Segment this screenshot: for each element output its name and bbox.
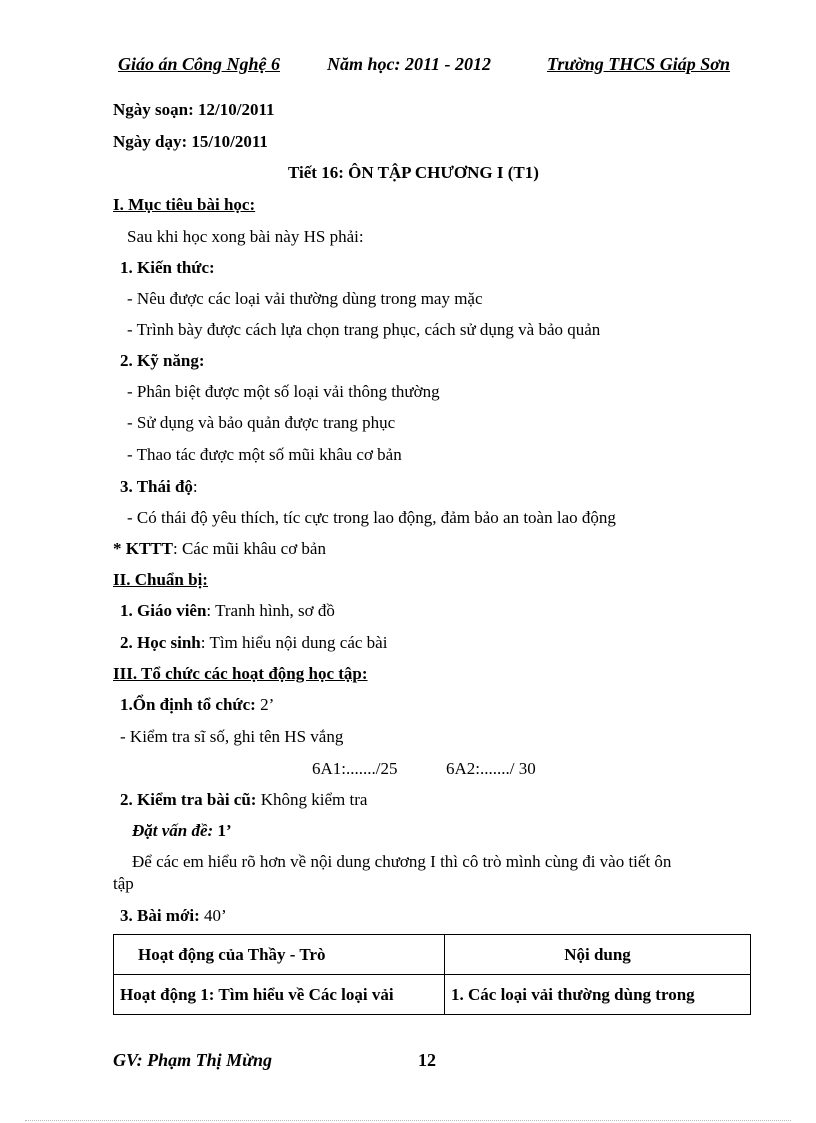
lesson-title: Tiết 16: ÔN TẬP CHƯƠNG I (T1) (288, 163, 539, 182)
header-school-year: Năm học: 2011 - 2012 (327, 54, 491, 74)
knowledge-label: 1. Kiến thức: (120, 258, 215, 277)
table-cell-activity: Hoạt động 1: Tìm hiểu về Các loại vải (114, 975, 445, 1015)
header-school-name: Trường THCS Giáp Sơn (547, 54, 730, 74)
lesson-plan-table (113, 934, 751, 1015)
objectives-intro: Sau khi học xong bài này HS phải: (127, 227, 364, 246)
attendance-check: - Kiểm tra sĩ số, ghi tên HS vắng (120, 727, 344, 746)
table-cell-content: 1. Các loại vải thường dùng trong (445, 975, 751, 1015)
header-subject: Giáo án Công Nghệ 6 (118, 54, 281, 74)
problem-statement-text-cont: tập (113, 874, 134, 893)
class-6a2-attendance: 6A2:......./ 30 (446, 759, 536, 778)
date-taught: Ngày dạy: 15/10/2011 (113, 132, 268, 151)
old-lesson-check-line (120, 790, 367, 810)
stabilize-time: 2’ (255, 695, 275, 714)
attitude-colon: : (192, 477, 198, 496)
problem-statement-time: 1’ (213, 821, 232, 840)
teacher-prep-text: : Tranh hình, sơ đồ (206, 601, 335, 620)
section-preparation-heading: II. Chuẩn bị: (113, 570, 208, 589)
teacher-prep-label: 1. Giáo viên (120, 601, 207, 620)
knowledge-item: - Trình bày được cách lựa chọn trang phục, cách sử dụng và bảo quản (127, 320, 601, 339)
table-row (114, 975, 751, 1015)
old-lesson-check-label: 2. Kiểm tra bài cũ: (120, 790, 257, 809)
student-prep-line (120, 633, 387, 653)
new-lesson-label: 3. Bài mới: (120, 906, 200, 925)
section-objectives-heading: I. Mục tiêu bài học: (113, 195, 256, 214)
student-prep-text: : Tìm hiểu nội dung các bài (200, 633, 388, 652)
attitude-item: - Có thái độ yêu thích, tíc cực trong lao động, đảm bảo an toàn lao động (127, 508, 616, 527)
table-header-content: Nội dung (445, 935, 751, 975)
table-header-row (114, 935, 751, 975)
footer-page-number: 12 (418, 1050, 436, 1070)
new-lesson-time: 40’ (199, 906, 227, 925)
knowledge-item: - Nêu được các loại vải thường dùng trong may mặc (127, 289, 483, 308)
new-lesson-line (120, 906, 227, 926)
problem-statement-label: Đặt vấn đề: (132, 821, 214, 840)
student-prep-label: 2. Học sinh (120, 633, 201, 652)
problem-statement-text: Để các em hiểu rõ hơn về nội dung chương I thì cô trò mình cùng đi vào tiết ôn (132, 852, 672, 871)
skills-item: - Phân biệt được một số loại vải thông thường (127, 382, 440, 401)
attitude-label: 3. Thái độ (120, 477, 193, 496)
date-prepared: Ngày soạn: 12/10/2011 (113, 100, 275, 119)
teacher-prep-line (120, 601, 335, 621)
table-header-activity: Hoạt động của Thầy - Trò (114, 935, 445, 975)
old-lesson-check-text: Không kiểm tra (256, 790, 368, 809)
skills-item: - Sử dụng và bảo quản được trang phục (127, 413, 396, 432)
footer-teacher: GV: Phạm Thị Mừng (113, 1050, 272, 1070)
kttt-line (113, 539, 326, 559)
page-bottom-divider (25, 1120, 791, 1121)
skills-label: 2. Kỹ năng: (120, 351, 205, 370)
kttt-label: * KTTT (113, 539, 173, 558)
stabilize-line (120, 695, 274, 715)
problem-statement-line (132, 821, 232, 841)
section-activities-heading: III. Tổ chức các hoạt động học tập: (113, 664, 368, 683)
stabilize-label: 1.Ổn định tổ chức: (120, 695, 256, 714)
class-6a1-attendance: 6A1:......./25 (312, 759, 398, 778)
kttt-text: : Các mũi khâu cơ bản (173, 539, 326, 558)
attitude-line (120, 477, 198, 497)
skills-item: - Thao tác được một số mũi khâu cơ bản (127, 445, 402, 464)
